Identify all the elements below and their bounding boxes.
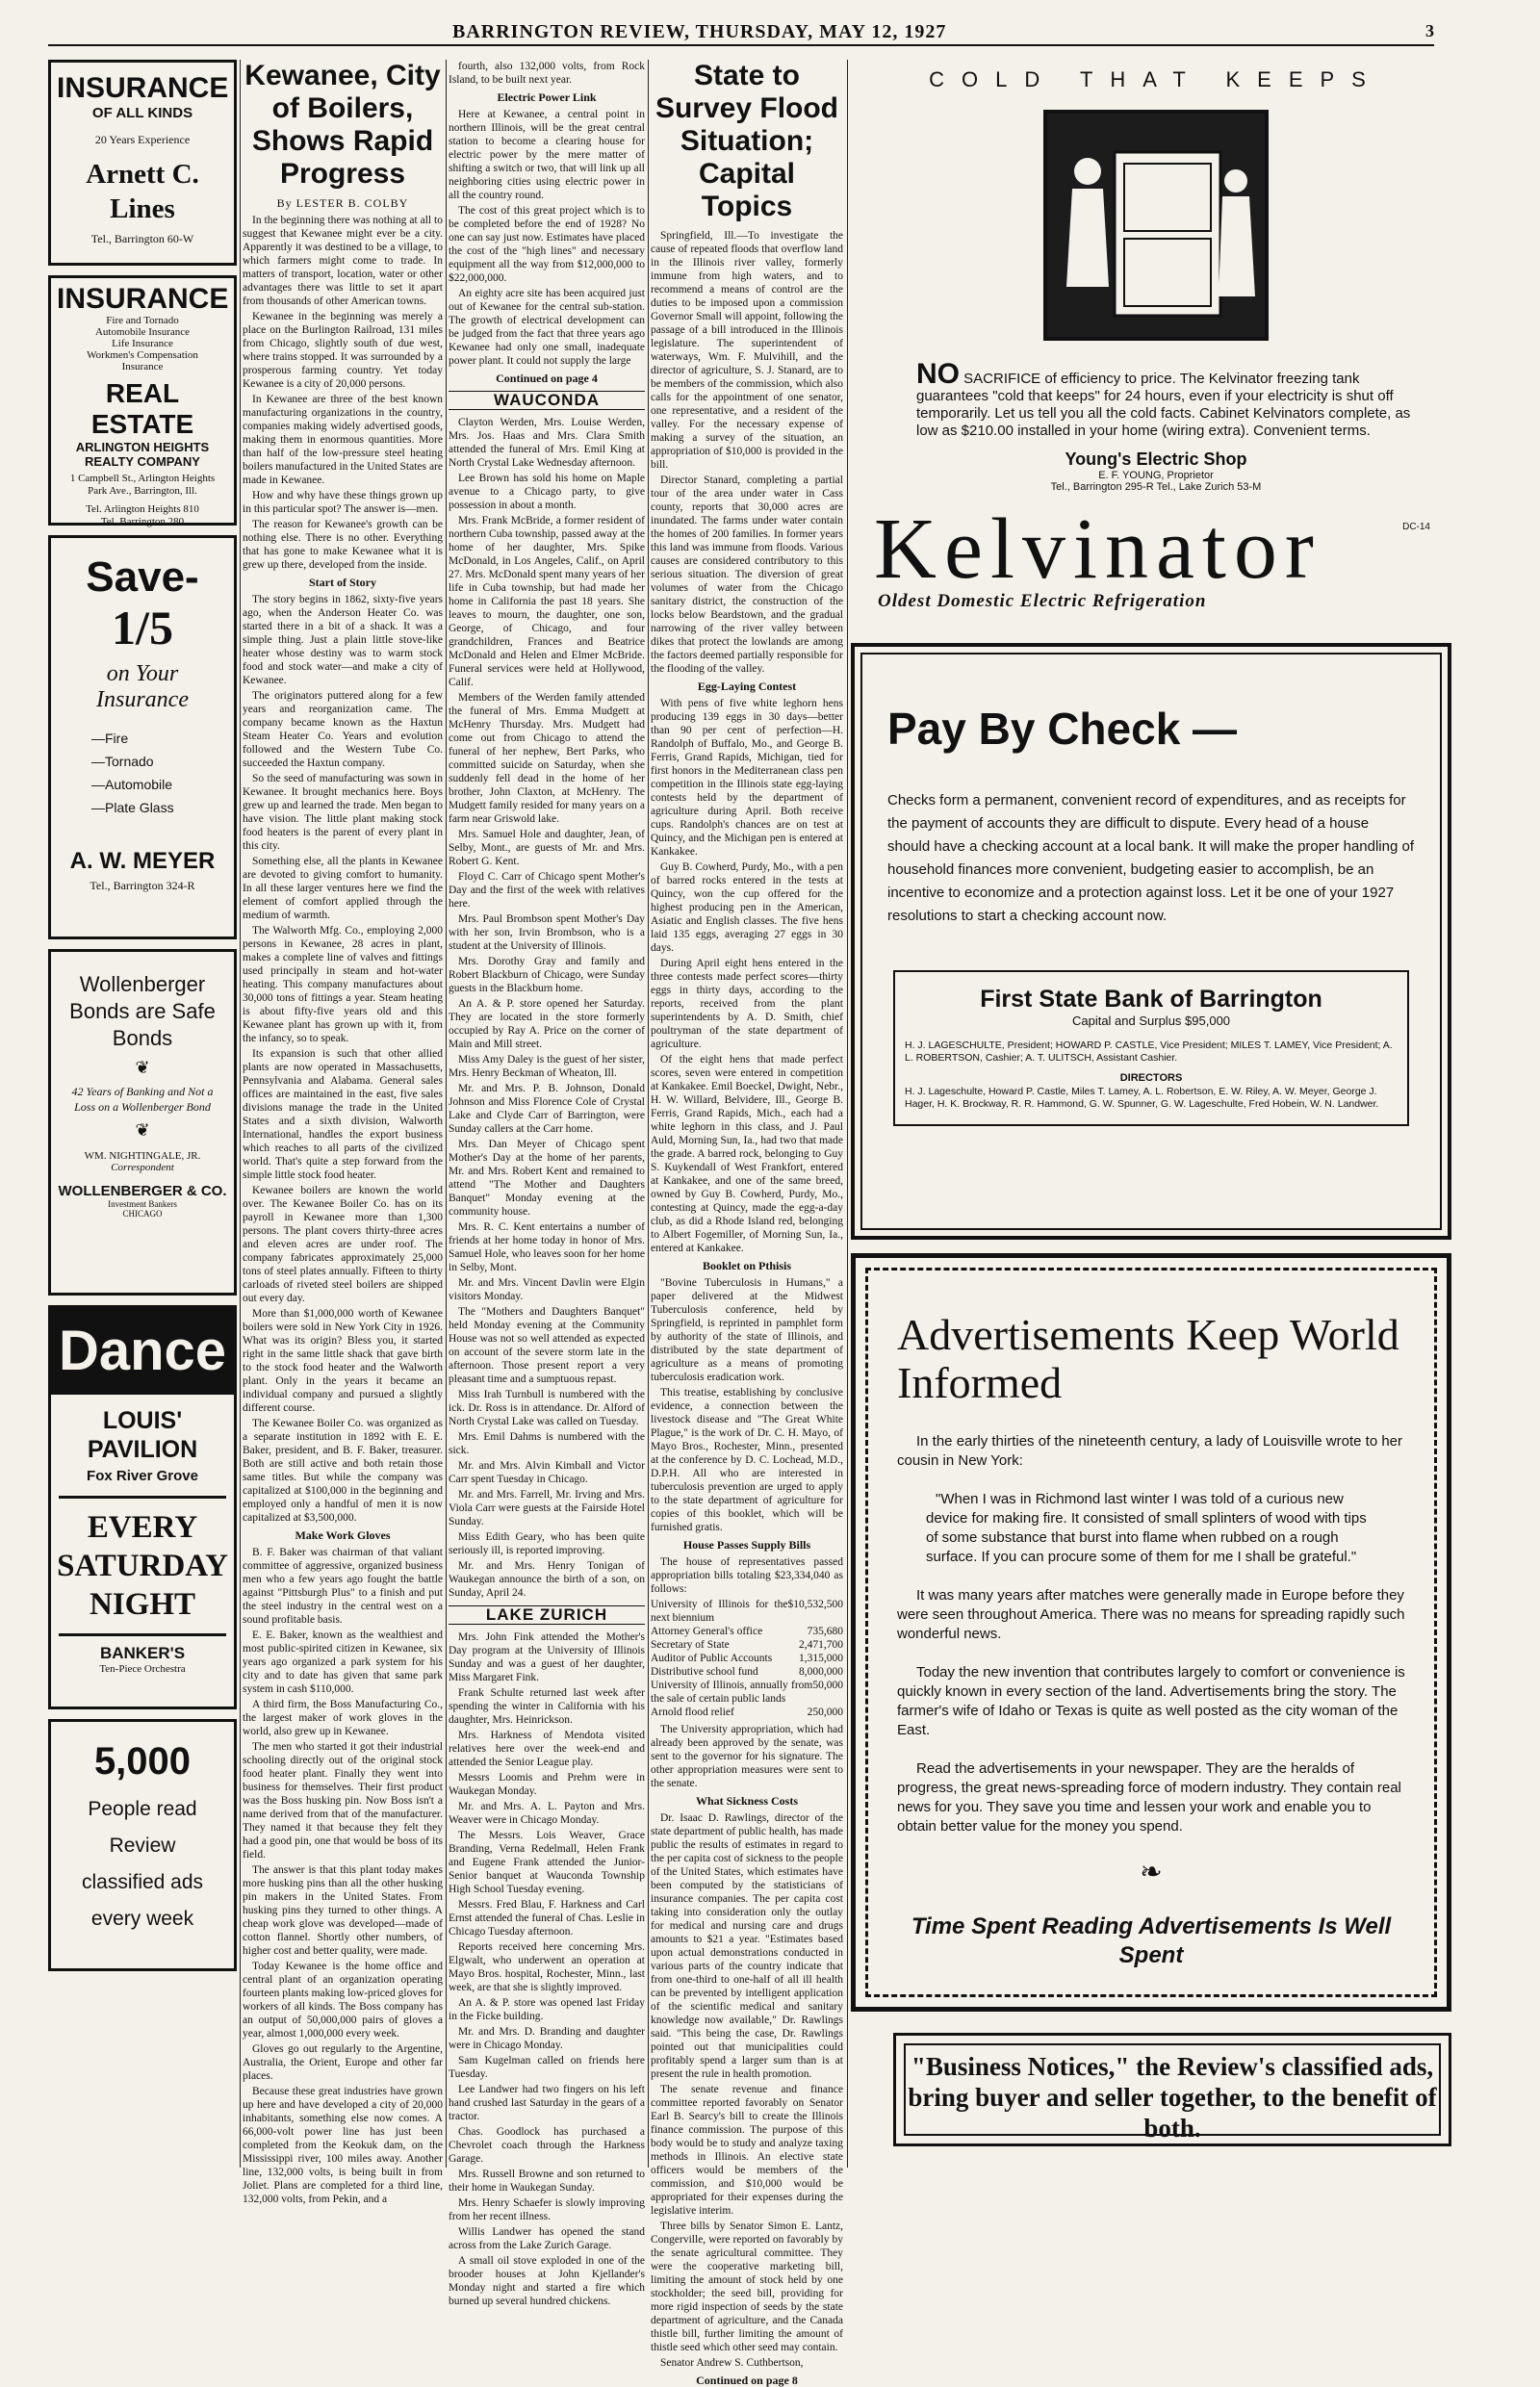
promo-headline: Advertisements Keep World Informed [897,1310,1399,1407]
paragraph: An eighty acre site has been acquired just out of Kewanee for the central sub-station. The growth of electrical development can be judged from the fact that three years ago Kewanee had only one small, inadequate power plant. It could not supply the large [449,288,645,367]
news-item: Messrs Loomis and Prehm were in Waukegan Monday. [449,1772,645,1797]
paragraph: The Kewanee Boiler Co. was organized as a separate institution in 1892 with E. E. Baker, president, and B. F. Baker, treasurer. Both are still active and both retain those same titles. But while the company was capitalized at $100,000 in the beginning and employed only a handful of men it is now capitalized at $3,500,000. [243,1418,443,1524]
table-row [651,1598,843,1625]
ad-on-your: on Your [106,661,179,686]
ad-bank [851,643,1451,1240]
news-item: Mrs. Emil Dahms is numbered with the sick. [449,1431,645,1456]
paragraph: The house of representatives passed appropriation bills totaling $23,334,040 as follows: [651,1556,843,1595]
section-head-wauconda: WAUCONDA [449,391,645,410]
ad-line: Workmen's Compensation [87,349,198,361]
paragraph: Kewanee boilers are known the world over. The Kewanee Boiler Co. has on its payroll in Kewanee more than 1,300 persons. The plant covers thirty-three acres and eleven acres are under roof. The company fabricates approximately 25,000 tons of steel plates annually. Fifteen to thirty carloads of riveted steel boilers are shipped out every day. [243,1185,443,1304]
article-byline: By LESTER B. COLBY [276,196,409,210]
kelvinator-copy [916,358,1423,440]
table-row [651,1679,843,1706]
news-item: Members of the Werden family attended the funeral of Mrs. Emma Mudgett at McHenry Thursday. Mrs. Mudgett had come out from Chicago to attend the funeral of her nephew, Bert Parks, who committed suicide on Saturday, when she suddenly fell dead in the home of her brother, John Claxton, at McHenry. The Mudgett family resided for many years on a farm near Griswold lake. [449,692,645,825]
ad-number: 5,000 [93,1740,192,1783]
approp-item: Arnold flood relief [651,1707,734,1718]
section-head-lake-zurich: LAKE ZURICH [449,1605,645,1625]
news-item: Clayton Werden, Mrs. Louise Werden, Mrs. Jos. Haas and Mrs. Clara Smith attended the funeral of Mrs. Emil King at North Crystal Lake Wednesday afternoon. [449,417,645,469]
continued-link[interactable]: Continued on page 8 [696,2374,798,2387]
news-item: Willis Landwer has opened the stand across from the Lake Zurich Garage. [449,2226,645,2251]
article-local-news [449,60,645,2307]
news-item: Mr. and Mrs. A. L. Payton and Mrs. Weaver were in Chicago Monday. [449,1801,645,1826]
paragraph: The cost of this great project which is to be completed before the end of 1928? No one can say just now. Estimates have placed the cost of the "high lines" and necessary equipment all the way from $12,000,000 to $22,000,000. [449,205,645,284]
paragraph: In the early thirties of the nineteenth century, a lady of Louisville wrote to her cousin in New York: [897,1433,1403,1469]
approp-amount: 50,000 [812,1680,843,1691]
bank-info-box [893,970,1409,1126]
ad-item: —Plate Glass [91,800,174,815]
paragraph: Of the eight hens that made perfect scores, seven were entered in competition at Kankakee. Emil Boeckel, Dwight, Nebr., H. W. Willard, Belvidere, Ill., George B. Ferris, Grand Rapids, Mich., each had a white leghorn in this class, and J. Paul Auld, Morning Sun, Ia., had two that made the grade. A barred rock, belonging to Guy S. Kuykendall of West Frankfort, entered at Kankakee, and one of the same breed, owned by Guy B. Cowherd, Purdy, Mo., contesting at Quincy, made the egg-a-day club, as did a Rhode Island red, belonging to Albert Fogemiller, of Morning Sun, Ia., entered at Kankakee. [651,1054,843,1254]
paragraph: Gloves go out regularly to the Argentine, Australia, the Orient, Europe and other far places. [243,2043,443,2082]
bank-officers: H. J. LAGESCHULTE, President; HOWARD P. CASTLE, Vice President; MILES T. LAMEY, Vice President; A. L. ROBERTSON, Cashier; A. T. ULITSCH, Assistant Cashier. [905,1040,1393,1064]
kelvinator-tagline: COLD THAT KEEPS [929,67,1383,91]
ad-review-classified [48,1719,237,1971]
ad-insurance: Insurance [96,687,189,712]
approp-item: Auditor of Public Accounts [651,1653,773,1664]
ad-kelvinator [862,60,1450,637]
ad-realty [48,275,237,526]
approp-amount: 2,471,700 [799,1639,843,1651]
news-item: Floyd C. Carr of Chicago spent Mother's Day and the first of the week with relatives here. [449,871,645,910]
ad-phone: Tel. Barrington 280 [100,516,185,527]
paragraph: B. F. Baker was chairman of that valiant committee of aggressive, organized business men who a few years ago fought the battle against "Pittsburgh Plus" to a finish and put the steel industry in the central west on a sound profitable basis. [243,1547,443,1626]
news-item: A small oil stove exploded in one of the brooder houses at John Kjellander's Monday night and started a fire which burned up several hundred chickens. [449,2255,645,2307]
paragraph: Kewanee in the beginning was merely a place on the Burlington Railroad, 131 miles from Chicago, slightly south of due west, where trains stopped. It was surrounded by a prosperous farming country. Yet today Kewanee is a city of 20,000 persons. [243,311,443,390]
ad-address: Park Ave., Barrington, Ill. [88,485,197,497]
ad-insurance-lines [48,60,237,266]
paragraph: The senate revenue and finance committee reported favorably on Senator Earl B. Searcy's bill to create the Illinois finance commission. The purpose of this body would be to study and analyze taxing methods in Illinois. An elective state officers would be members of the commission, and $10,000 would be appropriated for their expenses during the legislative interim. [651,2084,843,2217]
ad-line: Fire and Tornado [106,315,179,326]
approp-item: Attorney General's office [651,1626,763,1637]
ad-wollenberger [48,949,237,1296]
paragraph: Because these great industries have grown up here and have developed a city of 20,000 inhabitants, something else now comes. A 66,000-volt power line has just been completed from the Keokuk dam, on the Mississippi river, 100 miles away. Another line, 132,000 volts, is being built in from Joliet. Plans are completed for a third line, 132,000 volts, from Pekin, and a [243,2086,443,2205]
kelvinator-slogan: Oldest Domestic Electric Refrigeration [878,591,1207,611]
table-row [651,1665,843,1679]
article-kewanee [243,60,443,2205]
news-item: An A. & P. store opened her Saturday. They are located in the store formerly occupied by Ray A. Price on the corner of Main and Mill street. [449,998,645,1050]
table-row [651,1706,843,1719]
paragraph: Director Stanard, completing a partial tour of the area under water in Cass county, reports that 30,000 acres are inundated. The farms under water contain the homes of 200 families. In former years this land was immune from floods. Various causes are considered contributory to this serious situation. The diversion of great volumes of water from the Chicago sanitary district, the construction of the locks below Beardstown, and the gradual narrowing of the river valley between dikes that protect the lowlands are among the factors deemed partially responsible for the flooding of the valley. [651,475,843,675]
ad-agent-name: A. W. MEYER [69,848,216,874]
approp-item: University of Illinois for the next biennium [651,1599,788,1624]
paragraph: The answer is that this plant today makes more husking pins than all the other husking pin makers in the United States. From husking pins they turned to other things. A cheap work glove was developed—made of cotton flannel. Shortly other numbers, of higher cost and better quality, were made. [243,1864,443,1957]
ad-fraction: 1/5 [112,601,173,654]
news-item: Mrs. Samuel Hole and daughter, Jean, of Selby, Mont., are guests of Mr. and Mrs. Robert G. Kent. [449,829,645,867]
paragraph: Today the new invention that contributes largely to comfort or convenience is quickly known in every section of the land. Advertisements bring the story. The farmer's wife of Idaho or Texas is quite as well posted as the city woman of the East. [897,1664,1405,1738]
news-item: Mr. and Mrs. Farrell, Mr. Irving and Mrs. Viola Carr were guests at the Fairside Hotel Sunday. [449,1489,645,1527]
article-headline: Kewanee, City of Boilers, Shows Rapid Progress [244,60,441,190]
article-headline: State to Survey Flood Situation; Capital Topics [654,60,839,222]
approp-item: Secretary of State [651,1639,730,1651]
ad-company: ARLINGTON HEIGHTS REALTY COMPANY [75,440,210,469]
paragraph: This treatise, establishing by conclusive evidence, a connection between the livestock disease and "The Great White Plague," is the work of Dr. C. H. Mayo, of Mayo Bros., Rochester, Minn., presented at the conference by D. C. Lochead, M.D., D.P.H. All who are interested in tuberculosis prevention are urged to apply to the state department of agriculture for copies of this booklet, which will be furnished gratis. [651,1387,843,1533]
appropriations-table [651,1598,843,1719]
news-item: Chas. Goodlock has purchased a Chevrolet coach through the Harkness Garage. [449,2126,645,2165]
ad-title: Dance [51,1308,234,1395]
kelvinator-copy-lead: NO [916,358,960,390]
news-item: The "Mothers and Daughters Banquet" held Monday evening at the Community House was not so well attended as expected on account of the severe storm late in the afternoon. Those present report a very pleasant time and a sumptuous repast. [449,1306,645,1385]
news-item: Mr. and Mrs. Vincent Davlin were Elgin visitors Monday. [449,1277,645,1302]
approp-amount: $10,532,500 [787,1599,843,1610]
news-item: Mrs. Paul Brombson spent Mother's Day with her son, Irvin Brombson, who is a student at the University of Illinois. [449,913,645,952]
shop-proprietor: E. F. YOUNG, Proprietor [1098,470,1214,481]
news-item: Mr. and Mrs. Alvin Kimball and Victor Carr spent Tuesday in Chicago. [449,1460,645,1485]
news-item: Mrs. Dorothy Gray and family and Robert Blackburn of Chicago, were Sunday guests in the Blackburn home. [449,956,645,994]
ad-band: BANKER'S [99,1644,186,1662]
news-item: Miss Irah Turnbull is numbered with the ick. Dr. Ross is in attendance. Dr. Alford of North Crystal Lake was called on Tuesday. [449,1389,645,1427]
ad-dance [48,1305,237,1709]
bank-copy: Checks form a permanent, convenient record of expenditures, and as receipts for the payment of accounts they are difficult to dispute. Every head of a house should have a checking account at a local bank. It will make the proper handling of household finances more convenient, budgeting easier to accomplish, be an incentive to economize and a protection against loss. Let it be one of your 1927 resolutions to start a checking account now. [887,792,1415,924]
approp-amount: 1,315,000 [799,1653,843,1664]
news-item: Mrs. Henry Schaefer is slowly improving from her recent illness. [449,2197,645,2222]
paragraph: A third firm, the Boss Manufacturing Co., the largest maker of work gloves in the world, also grew up in Kewanee. [243,1699,443,1737]
news-item: An A. & P. store was opened last Friday in the Ficke building. [449,1997,645,2022]
paragraph: Guy B. Cowherd, Purdy, Mo., with a pen of barred rocks entered in the tests at Quincy, won the cup offered for the highest producing pen in the American, Asiatic and English classes. The five hens laid 135 eggs, averaging 27 eggs in 30 days. [651,861,843,954]
subhead: What Sickness Costs [695,1794,799,1808]
approp-amount: 250,000 [807,1707,843,1718]
ad-line: Automobile Insurance [94,326,191,338]
ad-place: LOUIS' PAVILION [87,1407,198,1463]
ad-line: every week [90,1908,194,1930]
ad-line: Life Insurance [112,338,173,349]
refrigerator-icon [1047,114,1265,337]
paragraph: "Bovine Tuberculosis in Humans," a paper delivered at the Midwest Tuberculosis conference, held by Springfield, is reprinted in pamphlet form by authority of the state of Illinois, and distributed by the state department of agriculture as a means of promoting tuberculosis eradication work. [651,1277,843,1383]
refrigerator-illustration [1043,110,1269,341]
ad-phone: Tel., Barrington 324-R [90,879,195,892]
kelvinator-copy-text: SACRIFICE of efficiency to price. The Kelvinator freezing tank guarantees "cold that keeps" for 24 hours, even if your electricity is shut off temporarily. Let us tell you all the cold facts. Cabinet Kelvinators complete, as low as $210.00 installed in your home (wiring extra). Convenient terms. [916,371,1411,439]
news-item: Frank Schulte returned last week after spending the winter in California with his daughter, Mrs. Heinrickson. [449,1687,645,1726]
paragraph: Read the advertisements in your newspaper. They are the heralds of progress, the great news-spreading force of modern industry. They contain real news for you. They save you time and lessen your work and enable you to obtain better value for the money you spend. [897,1760,1401,1835]
news-item: Mrs. John Fink attended the Mother's Day program at the University of Illinois Sunday and was a guest of her daughter, Miss Margaret Fink. [449,1631,645,1683]
ornament-icon: ❧ [1140,1857,1163,1886]
paragraph: fourth, also 132,000 volts, from Rock Island, to be built next year. [449,61,645,86]
paragraph: With pens of five white leghorn hens producing 139 eggs in 30 days—better than 90 per cent of perfection—H. Randolph of Buffalo, Mo., and George B. Ferris, Grand Rapids, Michigan, tied for first honors in the Mediterranean class pen competition in the Illinois state egg-laying contests held by the department of agriculture during April. Both receive cups. Randolph's chances are on test at Quincy, and the Michigan pen is entered at Kankakee. [651,698,843,858]
ornament-icon: ❦ [135,1058,150,1077]
shop-phone: Tel., Barrington 295-R Tel., Lake Zurich 53-M [1050,481,1262,493]
news-item: Mrs. Russell Browne and son returned to their home in Waukegan Sunday. [449,2169,645,2194]
news-item: Mr. and Mrs. Henry Tonigan of Waukegan announce the birth of a son, on Sunday, April 24. [449,1560,645,1599]
ad-line: classified ads [81,1871,204,1893]
ad-firm: WOLLENBERGER & CO. [58,1183,227,1199]
paragraph: Here at Kewanee, a central point in northern Illinois, will be the great central station to become a clearing house for electric power by the mere matter of shifting a switch or two, that will link up all neighboring cities using electric power in all the country round. [449,109,645,201]
paragraph: The men who started it got their industrial schooling directly out of the original stock food heater plant. Finally they went into business for themselves. Their first product was the Boss husking pin. Now Boss isn't a name derived from that of the manufacturer. They named it that because they felt they had a good pin, one that would be boss of its field. [243,1741,443,1861]
news-item: Mr. and Mrs. P. B. Johnson, Donald Johnson and Miss Florence Cole of Crystal Lake and Clyde Carr of Barrington, were Sunday callers at the Carr home. [449,1083,645,1135]
subhead: House Passes Supply Bills [682,1538,811,1552]
subhead: Start of Story [309,576,376,589]
ad-title: INSURANCE [57,283,229,315]
newspaper-title: BARRINGTON REVIEW, THURSDAY, MAY 12, 1927 [452,21,947,42]
paragraph: The reason for Kewanee's growth can be nothing else. There is no other. Everything that has gone to make Kewanee what it is grew up there, developed from the inside. [243,519,443,571]
paragraph: How and why have these things grown up in this particular spot? The answer is—men. [243,490,443,515]
ad-town: Fox River Grove [87,1468,198,1484]
ad-title: Wollenberger Bonds are Safe Bonds [69,972,216,1050]
news-item: Lee Brown has sold his home on Maple avenue to a Chicago party, to give possession in about a month. [449,473,645,511]
ad-phone: Tel., Barrington 60-W [90,232,194,245]
paragraph: Today Kewanee is the home office and central plant of an organization operating fourteen plants making low-priced gloves for workers of all kinds. The Boss company has an output of 50,000,000 pairs of gloves a year, almost 1,000,000 every week. [243,1961,443,2040]
bank-capital: Capital and Surplus $95,000 [1071,1014,1231,1028]
ad-title: INSURANCE [57,72,229,104]
approp-item: Distributive school fund [651,1666,758,1678]
bank-directors: H. J. Lageschulte, Howard P. Castle, Miles T. Lamey, A. L. Robertson, E. W. Riley, A. W. Meyer, George J. Hager, H. K. Brockway, R. R. Hammond, G. W. Spunner, G. W. Lageschulte, Fred Hobein, W. N. Landwer. [905,1086,1379,1110]
news-item: Miss Amy Daley is the guest of her sister, Mrs. Henry Beckman of Wheaton, Ill. [449,1054,645,1079]
column-rule [648,60,649,2168]
masthead [48,17,1434,46]
shop-name: Young's Electric Shop [1065,449,1247,469]
ad-line: Review [109,1835,176,1857]
paragraph: It was many years after matches were generally made in Europe before they were seen throughout America. There was no means for spreading rapidly such wonderful news. [897,1587,1405,1642]
business-notices-text: "Business Notices," the Review's classified ads, bring buyer and seller together, to the benefit of both. [904,2043,1441,2136]
ad-line: People read [88,1798,197,1820]
news-item: Lee Landwer had two fingers on his left hand crushed last Saturday in the gears of a tractor. [449,2084,645,2122]
ad-years: 42 Years of Banking and Not a Loss on a Wollenberger Bond [71,1085,214,1114]
ad-real-estate: REAL ESTATE [90,378,194,439]
ad-line: Insurance [121,361,164,372]
ad-when: EVERY SATURDAY NIGHT [57,1510,228,1622]
paragraph: E. E. Baker, known as the wealthiest and most public-spirited citizen in Kewanee, six years ago organized a park system for his city and to date has given that same park system in cash $110,000. [243,1630,443,1695]
continued-link[interactable]: Continued on page 4 [496,372,598,385]
news-item: Mrs. R. C. Kent entertains a number of friends at her home today in honor of Mrs. Samuel Hole, who leaves soon for her home in Selby, Mont. [449,1221,645,1273]
ad-band-sub: Ten-Piece Orchestra [99,1663,186,1675]
paragraph: The University appropriation, which had already been approved by the senate, was sent to the governor for his signature. The other appropriation measures were sent to the senate. [651,1724,843,1789]
paragraph: Its expansion is such that other allied plants are now operated in Massachusetts, Pennsylvania and Alabama. General sales offices are maintained in the east, five sales divisions manage the trade in the United States and a sixth division, Walworth International, handles the export business which reaches to all parts of the civilized world. That's quite a step forward from the simple little stock food heater. [243,1048,443,1181]
news-item: Sam Kugelman called on friends here Tuesday. [449,2055,645,2080]
ad-phone: Tel. Arlington Heights 810 [86,503,199,515]
paragraph: So the seed of manufacturing was sown in Kewanee. It brought mechanics here. Boys grew up and learned the trade. Men began to have vision. The little plant making stock food heaters is the parent of every plant in this city. [243,773,443,852]
column-rule [240,60,241,2168]
quote: "When I was in Richmond last winter I was told of a curious new device for making fire. It consisted of small splinters of wood with tips of some substance that burst into flame when rubbed on a rough surface. If you can procure some of them for me I shall be grateful." [926,1491,1367,1565]
ad-business-notices [893,2033,1451,2146]
paragraph: In the beginning there was nothing at all to suggest that Kewanee might ever be a city. Apparently it was destined to be a village, to which farmers might come to trade. In matters of transport, location, water or other advantages there was little to set it apart from thousands of other American towns. [243,215,443,307]
paragraph: Dr. Isaac D. Rawlings, director of the state department of public health, has made public the results of estimates in regard to the per capita cost of sickness to the people of the United States, which estimates have been computed by the statisticians of insurance companies. The per capita cost taking into consideration only the outlay for medical and nursing care and drugs amounts to $21 a year. "Estimates based upon actual demonstrations conducted in various parts of the country indicate that from one-third to one-half of all ill health can be prevented by intelligent application of the scientific medical and sanitary knowledge now available," Dr. Rawlings said. "This being the case, Dr. Rawlings pointed out that municipalities could profitably spend a larger sum than is at present the rule in health promotion. [651,1812,843,2080]
paragraph: More than $1,000,000 worth of Kewanee boilers were sold in New York City in 1926. What was its origin? Bless you, it started right in the same little shack that gave birth to the stock food heater and the Walworth plant. Only in the years it became an individual company and pursued a slightly different course. [243,1308,443,1414]
subhead: Booklet on Pthisis [702,1259,791,1272]
ad-save-insurance [48,535,237,939]
news-item: Reports received here concerning Mrs. Elgwalt, who underwent an operation at Mayo Bros. hospital, Rochester, Minn., last week, are that she is slightly improved. [449,1941,645,1993]
news-item: The Messrs. Lois Weaver, Grace Branding, Verna Redelmall, Helen Frank and Eugene Frank attended the Junior-Senior banquet at Wauconda Township High School Tuesday evening. [449,1830,645,1895]
paragraph: In Kewanee are three of the best known manufacturing organizations in the country, companies making widely advertised goods, making them in enormous quantities. More than half of the low-pressure steel heating boilers manufactured in the United States are made in Kewanee. [243,394,443,486]
ad-agent-name: WM. NIGHTINGALE, JR. [84,1150,201,1162]
ad-code: DC-14 [1402,522,1430,532]
table-row [651,1625,843,1638]
approp-amount: 8,000,000 [799,1666,843,1678]
bank-directors-head: DIRECTORS [1119,1072,1183,1084]
news-item: Miss Edith Geary, who has been quite seriously ill, is reported improving. [449,1531,645,1556]
paragraph: The story begins in 1862, sixty-five years ago, when the Anderson Heater Co. was started there in a bit of a shack. It was a simple thing. Just a plain little stove-like heater whose destiny was to warm stock food and stock water—and make a city of Kewanee. [243,594,443,686]
news-item: Mr. and Mrs. D. Branding and daughter were in Chicago Monday. [449,2026,645,2051]
column-rule [446,60,447,2168]
paragraph: Senator Andrew S. Cuthbertson, [660,2357,804,2369]
paragraph: Something else, all the plants in Kewanee are devoted to giving comfort to humanity. In all these larger ventures here we find the element of comfort applied through the medium of warmth. [243,856,443,921]
ad-years: 20 Years Experience [94,133,191,146]
bank-headline: Pay By Check — [887,704,1238,754]
ornament-icon: ❦ [135,1120,150,1140]
ad-item: —Tornado [91,754,154,769]
column-rule [847,60,848,2168]
news-item: Messrs. Fred Blau, F. Harkness and Carl Ernst attended the funeral of Chas. Leslie in Chicago Tuesday afternoon. [449,1899,645,1938]
bank-name: First State Bank of Barrington [980,986,1322,1013]
paragraph: Three bills by Senator Simon E. Lantz, Congerville, were reported on favorably by the senate agricultural committee. They were the cooperative marketing bill, limiting the amount of stock held by one stockholder; the seed bill, providing for more rigid inspection of seeds by the state department of agriculture, and the Canada thistle bill, further limiting the amount of thistle seed which other seed may contain. [651,2220,843,2353]
paragraph: Springfield, Ill.—To investigate the cause of repeated floods that overflow land in the Illinois river valley, formerly immune from high waters, and to recommend a means of control are the duties to be imposed upon a commission Governor Small will appoint, following the passage of a bill introduced in the Illinois legislature. The superintendent of waterways, Wm. F. Mulvihill, and the director of agriculture, S. J. Stanard, are to be members of the commission, which also calls for the appointment of one senator, one representative, and a resident of the valley. For the necessary expense of making a survey of the situation, an appropriation of $10,000 is provided in the bill. [651,230,843,471]
page-number: 3 [1425,21,1434,40]
ad-advertising-promo [851,1253,1451,2012]
ad-firm-city: CHICAGO [122,1209,163,1219]
subhead: Make Work Gloves [295,1528,391,1542]
ad-item: —Automobile [91,777,173,792]
ad-agent-name: Arnett C. Lines [86,159,199,224]
news-item: Mrs. Dan Meyer of Chicago spent Mother's Day at the home of her parents, Mr. and Mrs. Robert Kent and remained to attend "The Mother and Daughters Banquet" Monday evening at the community house. [449,1139,645,1218]
ad-role: Correspondent [111,1162,174,1173]
table-row [651,1638,843,1652]
ad-address: 1 Campbell St., Arlington Heights [69,473,216,484]
ad-item: —Fire [91,731,129,746]
promo-tagline: Time Spent Reading Advertisements Is Well Spent [911,1913,1392,1968]
news-item: Mrs. Harkness of Mendota visited relatives here over the week-end and attended the Senior League play. [449,1730,645,1768]
paragraph: During April eight hens entered in the three contests made perfect scores—thirty eggs in thirty days, according to the reports, received from the plant superintendents by A. D. Smith, chief poultryman of the state department of agriculture. [651,958,843,1050]
kelvinator-logo: Kelvinator [874,501,1322,597]
approp-item: University of Illinois, annually from the sale of certain public lands [651,1680,813,1705]
ad-column [48,60,237,2168]
subhead: Electric Power Link [497,90,597,104]
ad-subtitle: OF ALL KINDS [91,105,193,121]
article-state-survey [651,60,843,2387]
table-row [651,1652,843,1665]
news-item: Mrs. Frank McBride, a former resident of northern Cuba township, passed away at the home of her daughter, Mrs. Spike McDonald, in Los Angeles, Calif., on April 27. Mrs. McDonald spent many years of her life in Cuba township, but had made her home in California the past 18 years. She leaves to mourn, the daughter, one son, George, of Chicago, and four grandchildren, Frances and Beatrice McDonald and Helen and Elmer McBride. Funeral services were held at Hollywood, Calif. [449,515,645,688]
paragraph: The originators puttered along for a few years and reorganization came. The company became known as the Haxtun Steam Heater Co. Years and evolution followed and the Western Tube Co. succeeded the Haxtun company. [243,690,443,769]
approp-amount: 735,680 [807,1626,843,1637]
paragraph: The Walworth Mfg. Co., employing 2,000 persons in Kewanee, 28 acres in plant, makes a complete line of valves and fittings used principally in steam and hot-water heating. This company manufactures about 30,000 tons of fittings a year. Steam heating is about fifty-five years old and this Kewanee plant has grown up with it, from the infancy, so to speak. [243,925,443,1044]
subhead: Egg-Laying Contest [697,680,797,693]
ad-firm-sub: Investment Bankers [108,1199,177,1209]
ad-title: Save- [86,553,199,601]
